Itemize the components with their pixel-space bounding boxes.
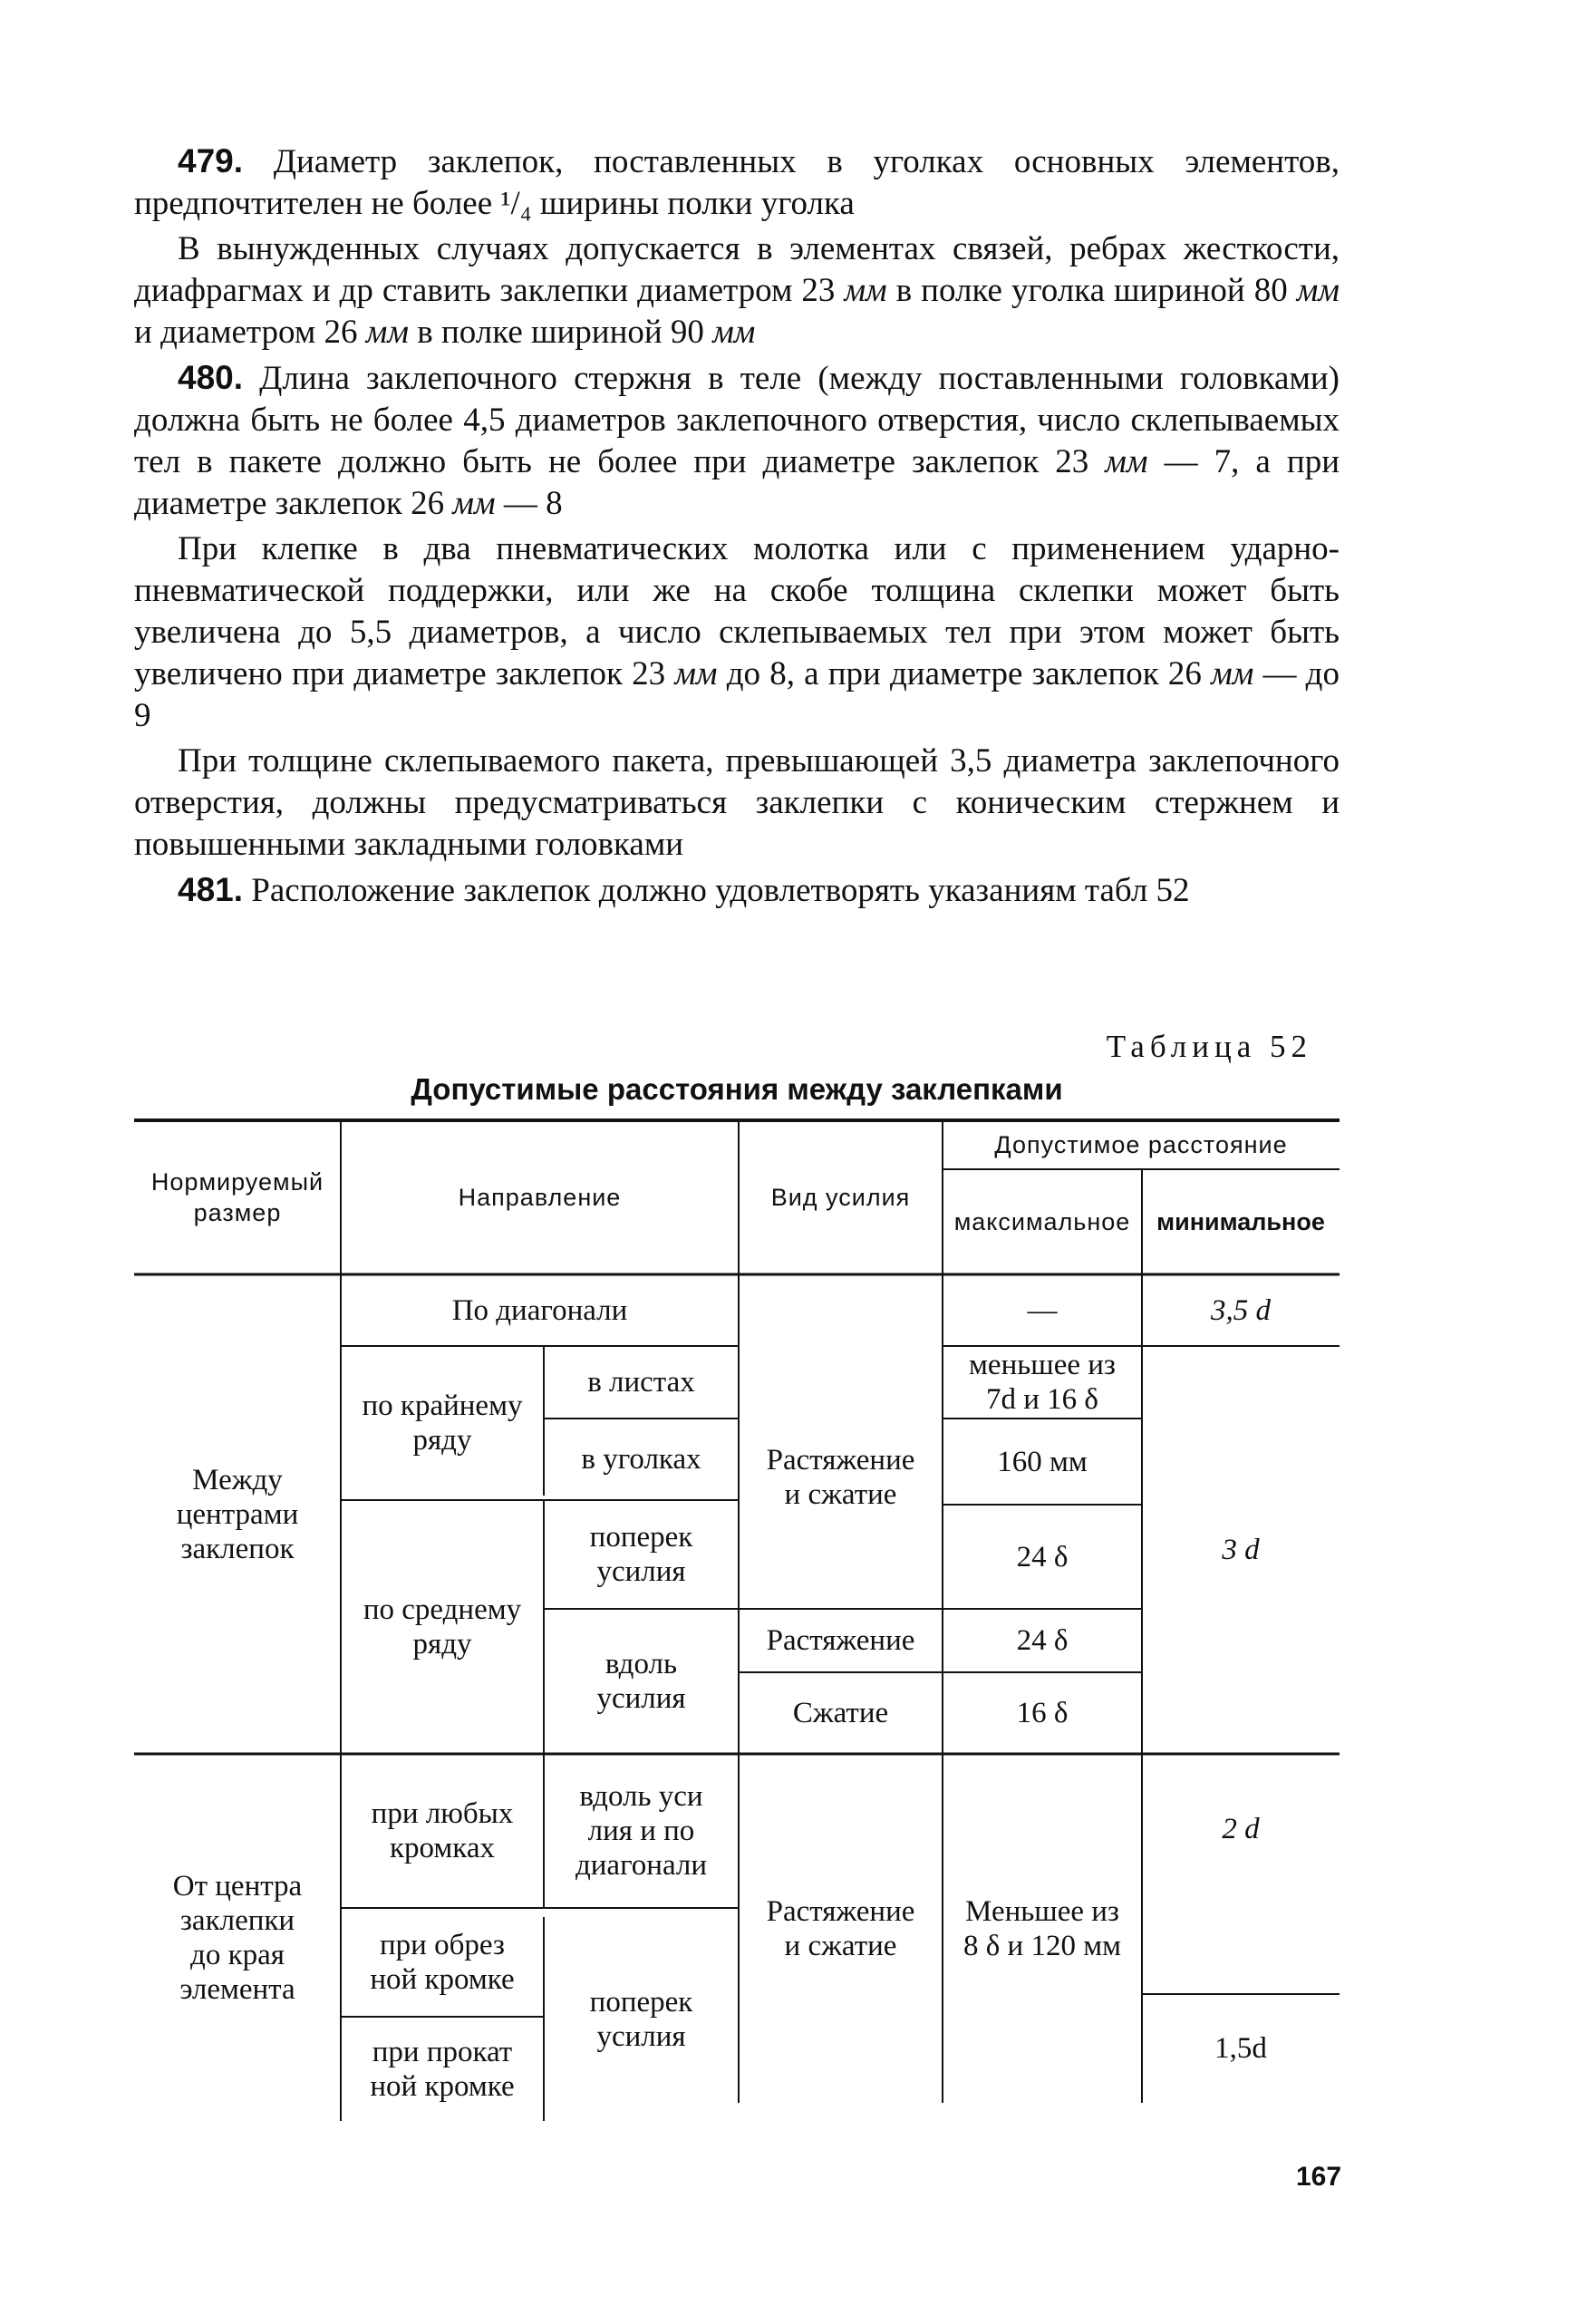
table-caption: Таблица 52 — [1106, 1029, 1312, 1064]
cell-max-sheets: меньшее из 7d и 16 δ — [969, 1349, 1116, 1416]
cell-along-diag: вдоль уси лия и по диагонали — [575, 1780, 708, 1882]
cell-max-edge: Меньшее из 8 δ и 120 мм — [963, 1894, 1121, 1962]
cell-tension-compression-1: Растяжение и сжатие — [766, 1444, 915, 1511]
cell-min-2d: 2 d — [1222, 1812, 1260, 1845]
cell-cut-edge: при обрез ной кромке — [370, 1929, 515, 1996]
cell-from-center: От центра заклепки до края элемента — [172, 1869, 303, 2006]
header-min: минимальное — [1156, 1208, 1325, 1235]
cell-min-3d: 3 d — [1222, 1534, 1260, 1566]
paragraph-480: 480. Длина заклепочного стержня в теле (между поставленными головками) должна быть не более 4,5 диаметров заклепочного отверстия, число склепываемых тел в пакете должно быть не более при диаметре заклепок 23 мм — 7, а при диаметре заклепок 26 мм — 8 — [134, 359, 1340, 522]
cell-max-compression: 16 δ — [1016, 1697, 1069, 1729]
cell-min-15d: 1,5d — [1214, 2032, 1267, 2065]
header-allowed: Допустимое расстояние — [994, 1131, 1288, 1158]
header-size: Нормируемый размер — [150, 1168, 324, 1226]
cell-tension-compression-2: Растяжение и сжатие — [766, 1894, 915, 1962]
cell-compression: Сжатие — [792, 1697, 889, 1729]
header-force: Вид усилия — [770, 1184, 911, 1211]
cell-diag-min: 3,5 d — [1211, 1293, 1271, 1327]
cell-max-across: 24 δ — [1016, 1540, 1069, 1574]
cell-along-force: вдоль усилия — [596, 1648, 686, 1715]
paragraph-479-cont: В вынужденных случаях допускается в элементах связей, ребрах жесткости, диафрагмах и др ставить заклепки диаметром 23 мм в полке уголка шириной 80 мм и диаметром 26 мм в полке шириной 90 мм — [134, 230, 1340, 351]
paragraph-480-cont2: При толщине склепываемого пакета, превышающей 3,5 диаметра заклепочного отверстия, должны предусматриваться заклепки с коническим стержнем и повышенными закладными головками — [134, 742, 1340, 863]
table-title: Допустимые расстояния между заклепками — [411, 1072, 1063, 1106]
cell-middle-row: по среднему ряду — [363, 1593, 522, 1661]
cell-tension: Растяжение — [766, 1624, 915, 1657]
cell-any-edges: при любых кромках — [371, 1797, 514, 1864]
header-direction: Направление — [458, 1184, 622, 1211]
paragraph-481: 481. Расположение заклепок должно удовлетворять указаниям табл 52 — [178, 871, 1190, 909]
paragraph-480-cont: При клепке в два пневматических молотка или с применением ударно-пневматической поддержки, или же на скобе толщина склепки может быть увеличена до 5,5 диаметров, а число склепываемых тел при этом может быть увеличено при диаметре заклепок 23 мм до 8, а при диаметре заклепок 26 мм — до 9 — [134, 530, 1340, 734]
header-max: максимальное — [953, 1208, 1131, 1235]
cell-in-sheets: в листах — [587, 1366, 695, 1399]
page-number: 167 — [1296, 2162, 1342, 2192]
cell-max-angles: 160 мм — [997, 1445, 1088, 1478]
paragraph-479: 479. Диаметр заклепок, поставленных в уголках основных элементов, предпочтителен не более ¹/₄ ширины полки уголка — [134, 142, 1340, 222]
cell-rolled-edge: при прокат ной кромке — [370, 2035, 515, 2103]
cell-max-tension: 24 δ — [1016, 1624, 1069, 1657]
cell-in-angles: в уголках — [581, 1443, 701, 1476]
cell-between-centers: Между центрами заклепок — [176, 1463, 299, 1565]
cell-outer-row: по крайнему ряду — [362, 1390, 523, 1457]
cell-diag-max: — — [1027, 1293, 1058, 1327]
cell-across-force-1: поперек усилия — [589, 1521, 693, 1588]
cell-across-force-2: поперек усилия — [589, 1985, 693, 2053]
cell-diagonal: По диагонали — [451, 1293, 628, 1327]
